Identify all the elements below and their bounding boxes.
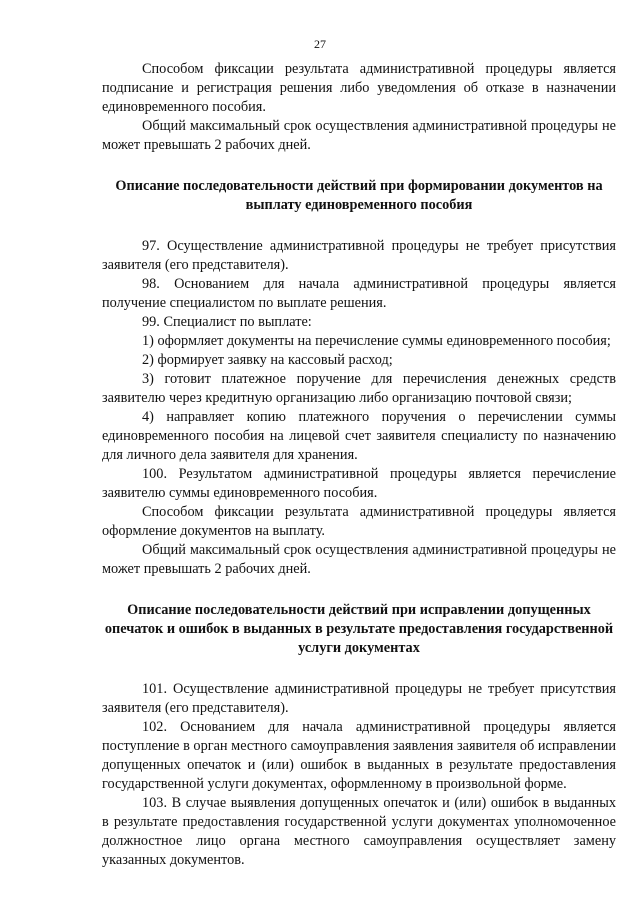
paragraph: Способом фиксации результата административной процедуры является подписание и регистрация решения либо уведомления об отказе в назначении единовременного пособия.: [102, 61, 616, 115]
paragraph: 100. Результатом административной процедуры является перечисление заявителю суммы единовременного пособия.: [102, 466, 616, 501]
paragraph: 102. Основанием для начала административной процедуры является поступление в орган местного самоуправления заявления заявителя об исправлении допущенных опечаток и (или) ошибок в выданных в результате предоставления государственной услуги документах, оформленному в произвольной форме.: [102, 719, 616, 792]
paragraph: Способом фиксации результата административной процедуры является оформление документов на выплату.: [102, 504, 616, 539]
paragraph: 103. В случае выявления допущенных опечаток и (или) ошибок в выданных в результате предоставления государственной услуги документах уполномоченное должностное лицо органа местного самоуправления осуществляет замену указанных документов.: [102, 795, 616, 868]
section-heading: Описание последовательности действий при исправлении допущенных опечаток и ошибок в выданных в результате предоставления государственной услуги документах: [104, 602, 614, 656]
paragraph: 98. Основанием для начала административной процедуры является получение специалистом по выплате решения.: [102, 276, 616, 311]
paragraph: 97. Осуществление административной процедуры не требует присутствия заявителя (его представителя).: [102, 238, 616, 273]
document-body: [102, 60, 616, 870]
list-item: 4) направляет копию платежного поручения о перечислении суммы единовременного пособия на лицевой счет заявителя специалисту по назначению для личного дела заявителя для хранения.: [102, 409, 616, 463]
paragraph: Общий максимальный срок осуществления административной процедуры не может превышать 2 рабочих дней.: [102, 542, 616, 577]
paragraph: 99. Специалист по выплате:: [142, 314, 312, 330]
paragraph: Общий максимальный срок осуществления административной процедуры не может превышать 2 рабочих дней.: [102, 118, 616, 153]
section-heading: Описание последовательности действий при формировании документов на выплату единовременного пособия: [115, 178, 603, 213]
page-number: 27: [314, 37, 326, 51]
list-item: 3) готовит платежное поручение для перечисления денежных средств заявителю через кредитную организацию либо организацию почтовой связи;: [102, 371, 616, 406]
list-item: 1) оформляет документы на перечисление суммы единовременного пособия;: [142, 333, 611, 349]
paragraph: 101. Осуществление административной процедуры не требует присутствия заявителя (его представителя).: [102, 681, 616, 716]
list-item: 2) формирует заявку на кассовый расход;: [142, 352, 393, 368]
